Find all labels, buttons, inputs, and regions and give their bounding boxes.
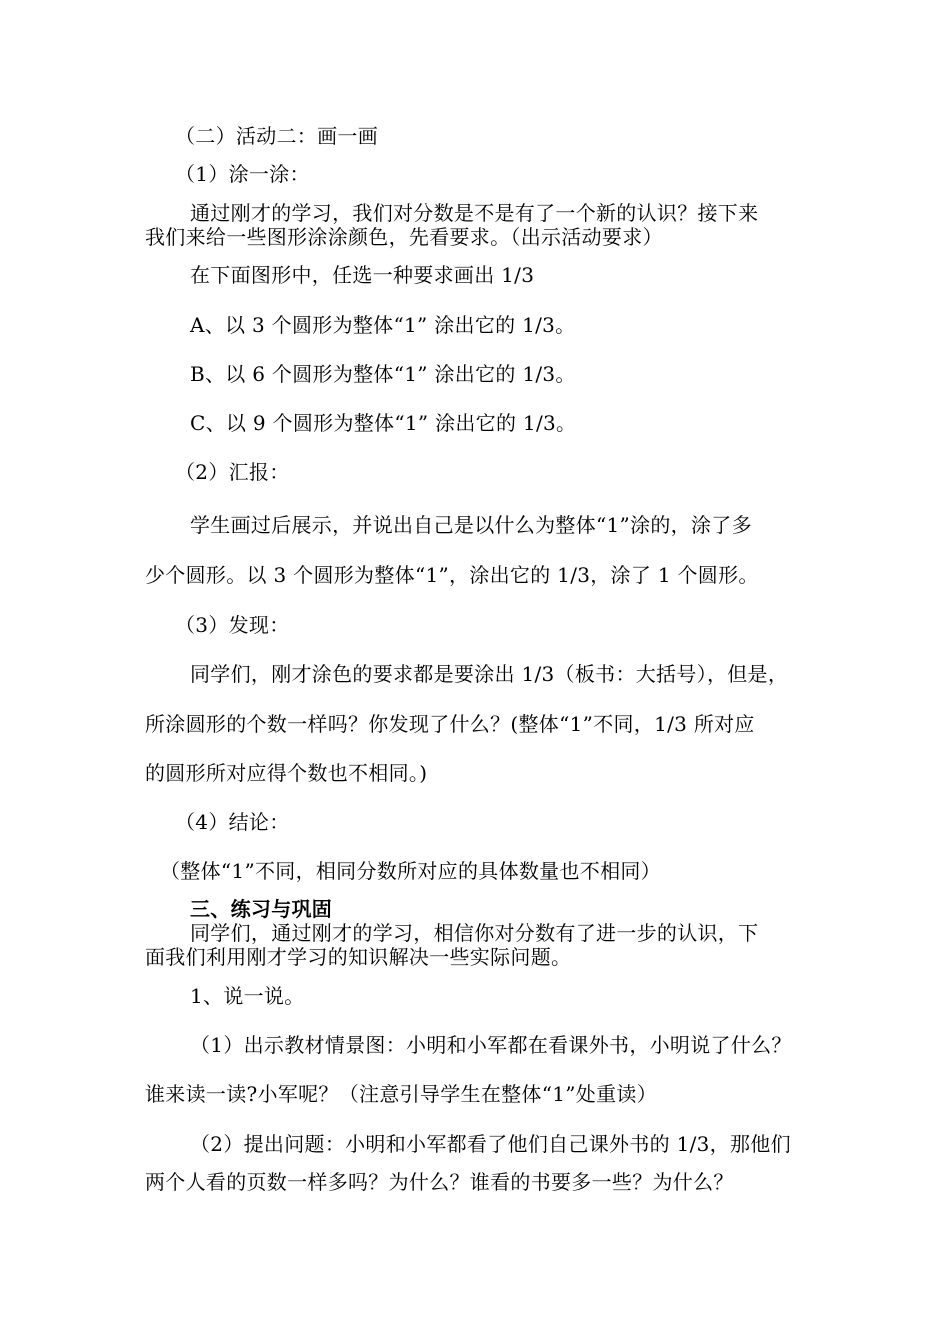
paragraph-line: 的圆形所对应得个数也不相同。) xyxy=(145,761,428,785)
option-c: C、以 9 个圆形为整体“1” 涂出它的 1/3。 xyxy=(190,411,577,435)
option-a: A、以 3 个圆形为整体“1” 涂出它的 1/3。 xyxy=(190,313,576,337)
paragraph-line: 少个圆形。以 3 个圆形为整体“1”，涂出它的 1/3，涂了 1 个圆形。 xyxy=(145,563,759,587)
paragraph-line: 在下面图形中，任选一种要求画出 1/3 xyxy=(190,263,535,287)
practice-item-heading: 1、说一说。 xyxy=(190,984,305,1008)
step-report-heading: （2）汇报： xyxy=(175,460,290,484)
paragraph-line: 通过刚才的学习，我们对分数是不是有了一个新的认识？接下来 xyxy=(190,201,759,225)
step-discover-heading: （3）发现： xyxy=(175,613,290,637)
conclusion-text: （整体“1”不同，相同分数所对应的具体数量也不相同） xyxy=(160,859,661,883)
paragraph-line: 谁来读一读?小军呢？（注意引导学生在整体“1”处重读） xyxy=(145,1082,657,1106)
paragraph-line: 我们来给一些图形涂涂颜色，先看要求。（出示活动要求） xyxy=(145,225,663,249)
activity-two-heading: （二）活动二：画一画 xyxy=(175,124,378,148)
paragraph-line: 学生画过后展示，并说出自己是以什么为整体“1”涂的，涂了多 xyxy=(190,513,752,537)
step-conclusion-heading: （4）结论： xyxy=(175,810,290,834)
paragraph-line: （1）出示教材情景图：小明和小军都在看课外书，小明说了什么？ xyxy=(190,1033,792,1057)
option-b: B、以 6 个圆形为整体“1” 涂出它的 1/3。 xyxy=(190,362,576,386)
paragraph-line: 同学们，刚才涂色的要求都是要涂出 1/3（板书：大括号），但是， xyxy=(190,662,789,686)
paragraph-line: 面我们利用刚才学习的知识解决一些实际问题。 xyxy=(145,945,572,969)
paragraph-line: （2）提出问题：小明和小军都看了他们自己课外书的 1/3，那他们 xyxy=(190,1132,791,1156)
section-three-heading: 三、练习与巩固 xyxy=(190,897,333,921)
step-color-heading: （1）涂一涂： xyxy=(175,162,310,186)
paragraph-line: 同学们，通过刚才的学习，相信你对分数有了进一步的认识，下 xyxy=(190,921,759,945)
paragraph-line: 所涂圆形的个数一样吗？你发现了什么？(整体“1”不同，1/3 所对应 xyxy=(145,712,755,736)
paragraph-line: 两个人看的页数一样多吗？为什么？谁看的书要多一些？为什么？ xyxy=(145,1170,734,1194)
